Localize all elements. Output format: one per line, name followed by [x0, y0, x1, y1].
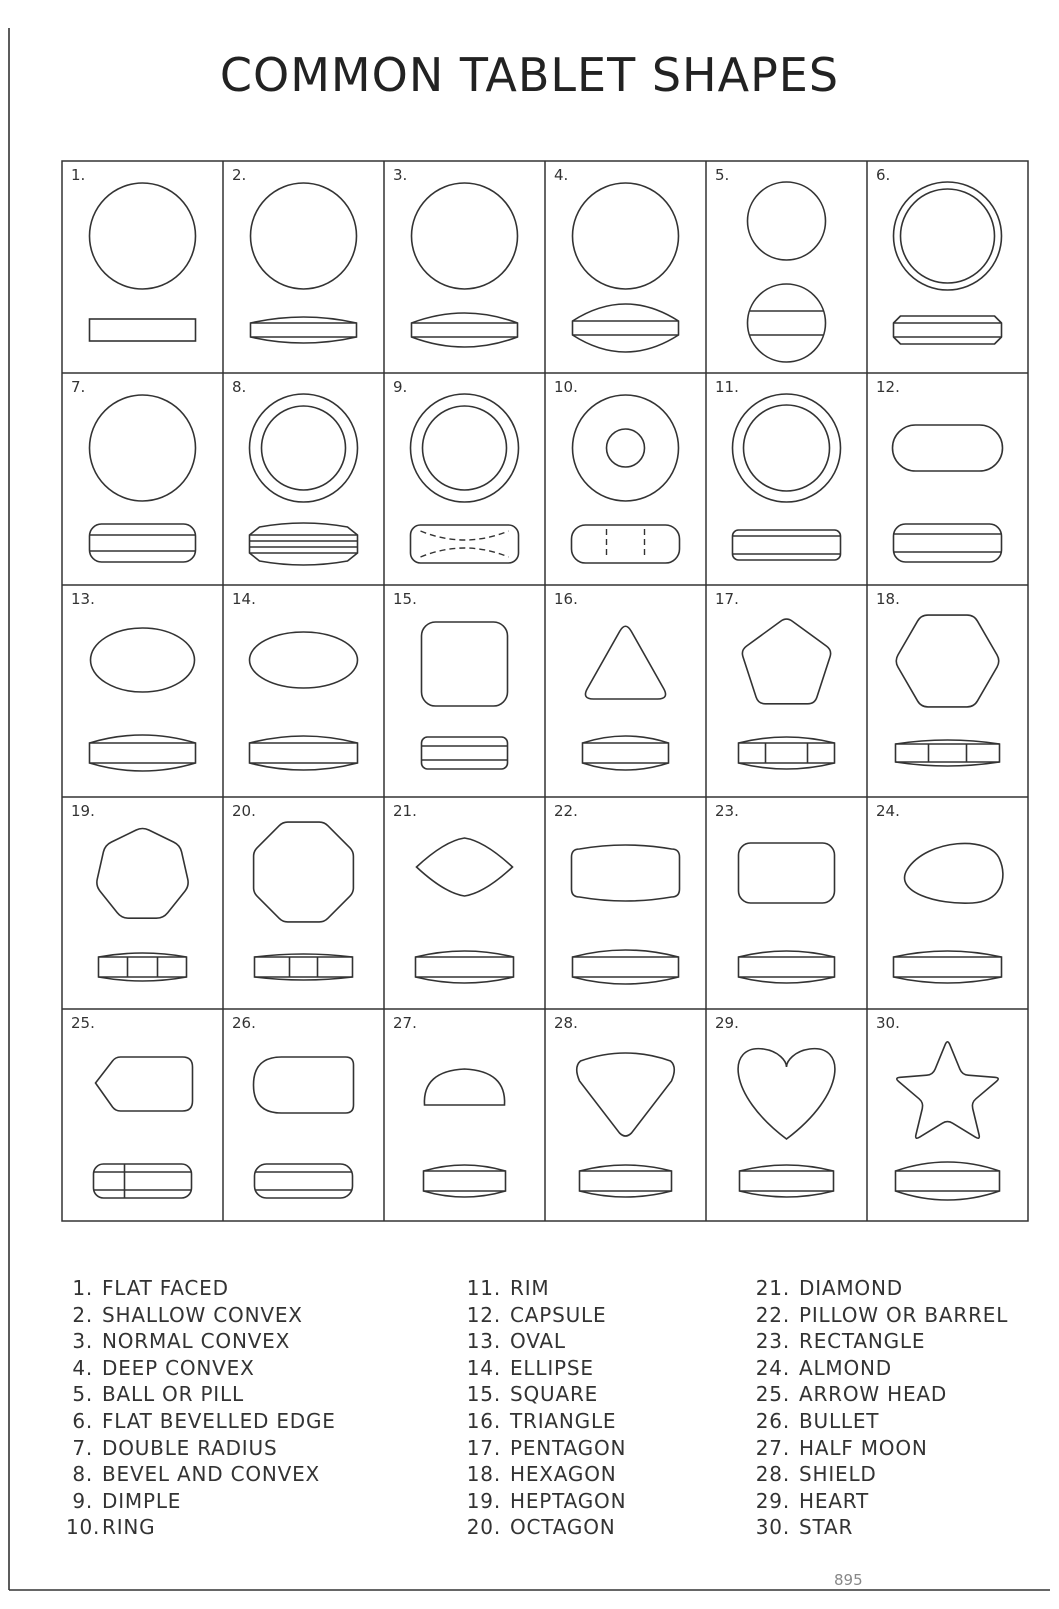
top-view-rectangle — [739, 843, 835, 903]
cell-number: 20. — [232, 802, 256, 820]
legend-item — [464, 1435, 626, 1462]
legend-label: DEEP CONVEX — [102, 1355, 255, 1380]
top-view-shield — [577, 1053, 675, 1136]
cell-number: 12. — [876, 378, 900, 396]
side-view-profile — [412, 313, 518, 347]
legend-label: FLAT BEVELLED EDGE — [102, 1408, 336, 1433]
legend-number: 28. — [755, 1462, 790, 1487]
side-view-profile — [583, 736, 669, 770]
legend-item — [464, 1275, 626, 1302]
legend-label: HEPTAGON — [510, 1488, 627, 1513]
side-view-profile — [740, 1165, 834, 1197]
legend-number: 5. — [72, 1382, 93, 1407]
cell-number: 13. — [71, 590, 95, 608]
legend-number: 22. — [755, 1302, 790, 1327]
legend-number: 14. — [466, 1355, 501, 1380]
legend-label: DIMPLE — [102, 1488, 182, 1513]
side-view-profile — [422, 737, 508, 769]
legend-item — [464, 1328, 626, 1355]
cell-number: 1. — [71, 166, 86, 184]
top-view-square — [422, 622, 508, 706]
tablet-shape-figure — [90, 628, 196, 771]
tablet-shape-figure — [90, 183, 196, 341]
tablet-shape-figure — [416, 838, 514, 983]
legend-item — [753, 1488, 1008, 1515]
side-view-dimple — [421, 531, 509, 540]
top-view-star — [897, 1042, 998, 1138]
legend-number: 1. — [72, 1276, 93, 1300]
side-view-profile — [739, 951, 835, 983]
legend-label: HEART — [799, 1488, 870, 1513]
cell-number: 21. — [393, 802, 417, 820]
tablet-shape-figure — [254, 1057, 354, 1198]
legend-number: 19. — [466, 1488, 501, 1513]
legend-label: TRIANGLE — [510, 1408, 617, 1433]
legend-number: 18. — [466, 1462, 501, 1487]
cell-number: 17. — [715, 590, 739, 608]
tablet-shape-figure — [748, 182, 826, 362]
legend-item — [66, 1302, 336, 1329]
legend-number: 12. — [466, 1302, 501, 1327]
side-view-profile — [573, 950, 679, 984]
tablet-shape-figure — [412, 183, 518, 347]
cell-number: 5. — [715, 166, 730, 184]
legend-item — [753, 1381, 1008, 1408]
top-view-bullet — [254, 1057, 354, 1113]
top-view-inner-circle — [901, 189, 995, 283]
top-view-outer-circle — [733, 394, 841, 502]
cell-number: 16. — [554, 590, 578, 608]
cell-number: 28. — [554, 1014, 578, 1032]
legend-number: 2. — [72, 1302, 93, 1327]
legend-label: OCTAGON — [510, 1515, 616, 1540]
legend-item — [464, 1461, 626, 1488]
top-view-circle — [251, 183, 357, 289]
legend-number: 27. — [755, 1435, 790, 1460]
side-view-profile — [894, 524, 1002, 562]
legend-number: 21. — [755, 1276, 790, 1300]
tablet-shape-figure — [572, 845, 680, 984]
top-view-pentagon — [742, 619, 830, 704]
side-view-profile — [573, 304, 679, 352]
side-view-profile — [580, 1165, 672, 1197]
side-view-ball — [748, 284, 826, 362]
top-view-capsule — [893, 425, 1003, 471]
cell-number: 7. — [71, 378, 86, 396]
top-view-inner-circle — [744, 405, 830, 491]
top-view-circle — [748, 182, 826, 260]
tablet-shape-figure — [94, 1057, 193, 1198]
side-view-profile — [250, 736, 358, 770]
legend-number: 7. — [72, 1435, 93, 1460]
tablet-shape-figure — [250, 394, 358, 565]
cell-number: 22. — [554, 802, 578, 820]
legend-number: 3. — [72, 1329, 93, 1354]
cell-number: 15. — [393, 590, 417, 608]
legend-item — [464, 1408, 626, 1435]
legend-item — [66, 1408, 336, 1435]
legend-label: ALMOND — [799, 1355, 892, 1380]
side-view-dimple — [421, 548, 509, 557]
tablet-shape-figure — [254, 822, 354, 980]
legend-label: ELLIPSE — [510, 1355, 594, 1380]
legend-label: DIAMOND — [799, 1276, 903, 1300]
top-view-pillow — [572, 845, 680, 901]
top-view-triangle — [585, 626, 665, 699]
tablet-shape-figure — [894, 182, 1002, 344]
top-view-hexagon — [896, 615, 999, 707]
legend-label: RECTANGLE — [799, 1329, 926, 1354]
top-view-diamond — [417, 838, 513, 896]
cell-number: 9. — [393, 378, 408, 396]
legend-item — [753, 1355, 1008, 1382]
side-view-profile — [251, 317, 357, 343]
tablet-shape-figure — [739, 843, 835, 983]
side-view-profile — [894, 951, 1002, 983]
legend-number: 26. — [755, 1408, 790, 1433]
legend-item — [66, 1435, 336, 1462]
tablet-shape-figure — [424, 1069, 506, 1197]
tablet-shape-figure — [573, 183, 679, 352]
side-view-profile — [255, 954, 353, 980]
legend-item — [66, 1381, 336, 1408]
legend-item — [66, 1275, 336, 1302]
top-view-ellipse — [250, 632, 358, 688]
legend-item — [753, 1408, 1008, 1435]
cell-number: 3. — [393, 166, 408, 184]
cell-number: 26. — [232, 1014, 256, 1032]
side-view-profile — [894, 316, 1002, 344]
top-view-octagon — [254, 822, 354, 922]
legend-label: SHIELD — [799, 1462, 877, 1487]
side-view-profile — [424, 1165, 506, 1197]
legend-number: 13. — [466, 1329, 501, 1354]
legend-item — [66, 1355, 336, 1382]
legend-label: BULLET — [799, 1408, 880, 1433]
legend-label: BEVEL AND CONVEX — [102, 1462, 321, 1487]
tablet-shape-figure — [733, 394, 841, 560]
legend-item — [464, 1302, 626, 1329]
legend-label: NORMAL CONVEX — [102, 1329, 291, 1354]
legend-number: 20. — [466, 1515, 501, 1540]
top-view-outer-circle — [250, 394, 358, 502]
cell-number: 11. — [715, 378, 739, 396]
legend-label: ARROW HEAD — [799, 1382, 948, 1407]
top-view-oval — [91, 628, 195, 692]
side-view-profile — [90, 524, 196, 562]
tablet-shape-figure — [572, 395, 680, 563]
side-view-profile — [733, 530, 841, 560]
top-view-half-moon — [424, 1069, 504, 1105]
side-view-profile — [416, 951, 514, 983]
legend-label: RING — [102, 1515, 156, 1540]
legend-number: 25. — [755, 1382, 790, 1407]
cell-number: 18. — [876, 590, 900, 608]
side-view-profile — [739, 737, 835, 769]
cell-number: 27. — [393, 1014, 417, 1032]
side-view-profile — [94, 1164, 192, 1198]
legend-item — [66, 1461, 336, 1488]
top-view-outer-circle — [894, 182, 1002, 290]
cell-number: 25. — [71, 1014, 95, 1032]
top-view-heart — [738, 1049, 835, 1139]
legend-number: 17. — [466, 1435, 501, 1460]
cell-number: 29. — [715, 1014, 739, 1032]
legend-label: FLAT FACED — [102, 1276, 229, 1300]
legend-column-2 — [464, 1275, 626, 1541]
legend-item — [464, 1514, 626, 1541]
side-view-profile — [255, 1164, 353, 1198]
top-view-heptagon — [97, 829, 188, 919]
top-view-circle — [412, 183, 518, 289]
side-view-profile — [572, 525, 680, 563]
page-title: COMMON TABLET SHAPES — [219, 48, 840, 102]
legend-item — [464, 1381, 626, 1408]
top-view-outer-circle — [573, 395, 679, 501]
top-view-circle — [573, 183, 679, 289]
legend-label: BALL OR PILL — [102, 1382, 244, 1407]
side-view-profile — [90, 735, 196, 771]
legend-label: CAPSULE — [510, 1302, 607, 1327]
side-view-profile — [896, 1162, 1000, 1200]
cell-number: 30. — [876, 1014, 900, 1032]
side-view-profile — [250, 523, 358, 565]
tablet-shape-figure — [896, 1042, 1000, 1200]
tablet-shape-figure — [739, 619, 835, 769]
cell-number: 10. — [554, 378, 578, 396]
cell-number: 8. — [232, 378, 247, 396]
legend-number: 10. — [66, 1515, 101, 1540]
side-view-profile — [411, 525, 519, 563]
top-view-inner-circle — [262, 406, 346, 490]
legend-number: 24. — [755, 1355, 790, 1380]
tablet-shape-figure — [422, 622, 508, 769]
legend-item — [753, 1461, 1008, 1488]
cell-number: 24. — [876, 802, 900, 820]
cell-number: 23. — [715, 802, 739, 820]
legend-item — [66, 1514, 336, 1541]
legend-number: 23. — [755, 1329, 790, 1354]
top-view-outer-circle — [411, 394, 519, 502]
legend-item — [464, 1488, 626, 1515]
legend-column-1 — [66, 1275, 336, 1541]
legend-column-3 — [753, 1275, 1008, 1541]
legend-number: 8. — [72, 1462, 93, 1487]
tablet-shape-figure — [250, 632, 358, 770]
legend-item — [66, 1488, 336, 1515]
legend-item — [753, 1514, 1008, 1541]
tablet-shape-figure — [411, 394, 519, 563]
legend-number: 11. — [466, 1276, 501, 1300]
legend-number: 6. — [72, 1408, 93, 1433]
cell-number: 2. — [232, 166, 247, 184]
tablet-shape-figure — [893, 425, 1003, 562]
legend-number: 15. — [466, 1382, 501, 1407]
legend-label: HALF MOON — [799, 1435, 928, 1460]
legend-item — [753, 1328, 1008, 1355]
legend-label: HEXAGON — [510, 1462, 617, 1487]
legend-number: 29. — [755, 1488, 790, 1513]
legend-item — [464, 1355, 626, 1382]
cell-number: 6. — [876, 166, 891, 184]
legend-label: SQUARE — [510, 1382, 599, 1407]
tablet-shape-figure — [896, 615, 1000, 766]
side-view-profile — [90, 319, 196, 341]
tablet-shape-figure — [577, 1053, 675, 1197]
page-number: 895 — [834, 1571, 863, 1589]
legend-item — [753, 1275, 1008, 1302]
cell-number: 4. — [554, 166, 569, 184]
legend-label: PENTAGON — [510, 1435, 627, 1460]
legend-number: 30. — [755, 1515, 790, 1540]
legend-number: 9. — [72, 1488, 93, 1513]
top-view-inner-circle — [423, 406, 507, 490]
legend-label: SHALLOW CONVEX — [102, 1302, 303, 1327]
top-view-almond — [905, 843, 1003, 903]
legend-item — [66, 1328, 336, 1355]
top-view-circle — [90, 395, 196, 501]
top-view-arrow-head — [96, 1057, 193, 1111]
top-view-hole — [607, 429, 645, 467]
legend-label: OVAL — [510, 1329, 566, 1354]
legend-number: 16. — [466, 1408, 501, 1433]
legend-item — [753, 1302, 1008, 1329]
tablet-shape-figure — [894, 843, 1003, 983]
tablet-shape-figure — [90, 395, 196, 562]
legend-label: PILLOW OR BARREL — [799, 1302, 1009, 1327]
legend-label: RIM — [510, 1276, 550, 1300]
cell-number: 14. — [232, 590, 256, 608]
tablet-shape-figure — [738, 1049, 835, 1197]
tablet-shape-figure — [583, 626, 669, 770]
top-view-circle — [90, 183, 196, 289]
tablet-shape-figure — [251, 183, 357, 343]
cell-number: 19. — [71, 802, 95, 820]
legend-label: DOUBLE RADIUS — [102, 1435, 278, 1460]
legend-item — [753, 1435, 1008, 1462]
legend-label: STAR — [799, 1515, 854, 1540]
tablet-shape-figure — [97, 829, 188, 982]
legend-number: 4. — [72, 1355, 93, 1380]
grid-lines — [62, 161, 1028, 1221]
